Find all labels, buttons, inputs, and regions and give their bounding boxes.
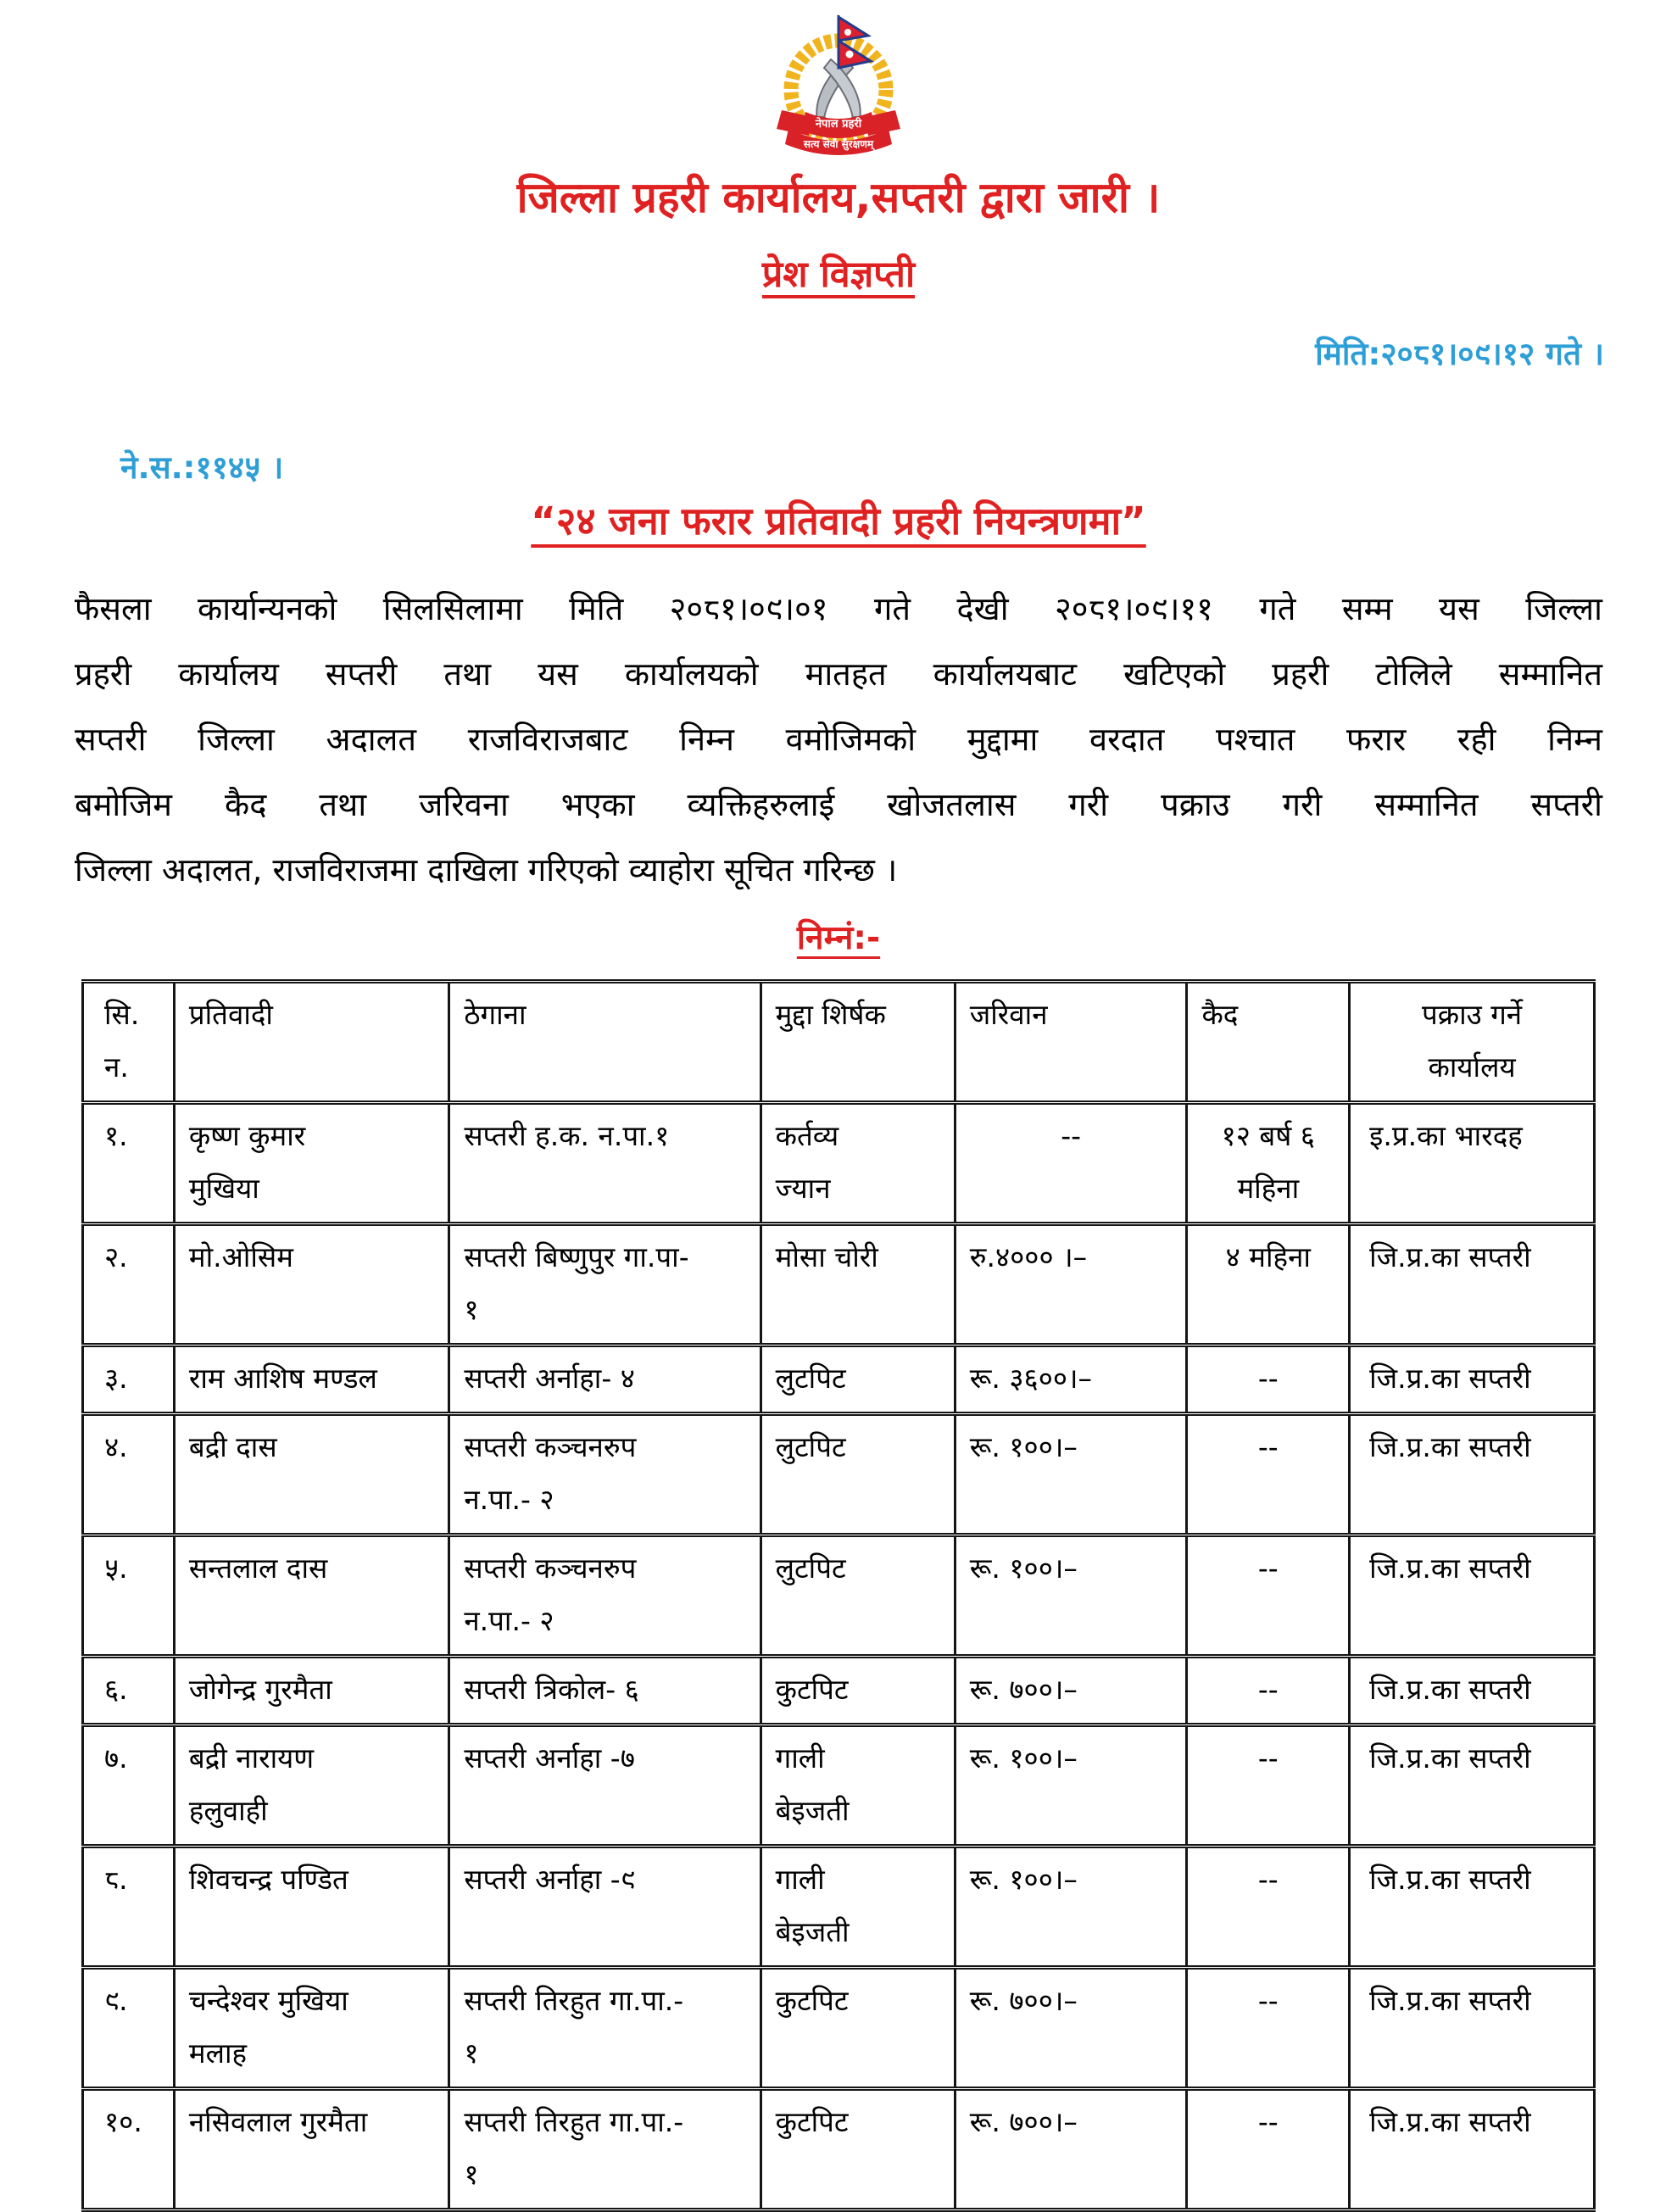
cell-address (449, 1414, 760, 1535)
table-row (83, 1224, 1595, 1346)
cell-line: गाली (775, 1863, 825, 1896)
cell-jail (1187, 1224, 1350, 1346)
cell-defendant (174, 2089, 449, 2210)
cell-line: सि. (104, 998, 140, 1031)
logo-banner-title: नेपाल प्रहरी (815, 118, 862, 131)
cell-line: मुद्दा शिर्षक (775, 998, 886, 1031)
body-line-3: सप्तरी जिल्ला अदालत राजविराजबाट निम्न वमोजिमको मुद्दामा वरदात पश्चात फरार रही निम्न (75, 721, 1602, 758)
cell-line: सप्तरी अर्नाहा- ४ (464, 1362, 635, 1395)
cell-fine (955, 1657, 1187, 1725)
cell-line: रू. १००।– (969, 1741, 1078, 1775)
cell-address (449, 1657, 760, 1725)
cell-line: रू. ७००।– (969, 1673, 1078, 1706)
cell-line: १०. (104, 2105, 142, 2138)
cell-sn (83, 1535, 175, 1657)
cell-arresting-office (1350, 1346, 1595, 1414)
cell-jail (1187, 1414, 1350, 1535)
cell-defendant (174, 1346, 449, 1414)
cell-line: बद्री दास (188, 1430, 277, 1463)
body-line-5: जिल्ला अदालत, राजविराजमा दाखिला गरिएको व्याहोरा सूचित गरिन्छ । (75, 851, 898, 889)
table-row (83, 1657, 1595, 1725)
col-header-jail (1187, 982, 1350, 1103)
cell-sn (83, 1103, 175, 1224)
cell-fine (955, 1414, 1187, 1535)
cell-line: सप्तरी त्रिकोल- ६ (464, 1673, 639, 1706)
ribbon-banner (777, 110, 900, 155)
cell-line: जि.प्र.का सप्तरी (1369, 1673, 1531, 1706)
cell-line: १ (464, 2036, 479, 2070)
issue-date: मिति:२०८१।०९।१२ गते । (1315, 336, 1604, 372)
table-intro-label: निम्नं:- (796, 919, 881, 957)
table-row (83, 1414, 1595, 1535)
cell-defendant (174, 1414, 449, 1535)
cell-defendant (174, 1657, 449, 1725)
cell-line: जि.प्र.का सप्तरी (1369, 1430, 1531, 1463)
cell-line: लुटपिट (775, 1362, 846, 1395)
cell-line: १. (104, 1119, 128, 1152)
cell-line: ६. (104, 1673, 128, 1706)
cell-sn (83, 1346, 175, 1414)
cell-line: प्रतिवादी (188, 998, 273, 1031)
cell-line: -- (1257, 1863, 1279, 1896)
cell-line: सप्तरी कञ्चनरुप (464, 1430, 637, 1463)
press-release-title: प्रेश विज्ञप्ती (761, 254, 916, 296)
cell-line: कुटपिट (775, 1984, 849, 2017)
col-header-sn (83, 982, 175, 1103)
cell-line: शिवचन्द्र पण्डित (188, 1863, 348, 1896)
cell-fine (955, 1725, 1187, 1847)
cell-line: जि.प्र.का सप्तरी (1369, 1984, 1531, 2017)
cell-sn (83, 1224, 175, 1346)
cell-line: -- (1061, 1119, 1082, 1152)
header-row (83, 982, 1595, 1103)
cell-line: सप्तरी अर्नाहा -९ (464, 1863, 635, 1896)
cell-defendant (174, 1968, 449, 2089)
cell-line: ४. (104, 1430, 128, 1463)
cell-fine (955, 1346, 1187, 1414)
cell-line: १ (464, 2158, 479, 2191)
cell-line: लुटपिट (775, 1430, 846, 1463)
org-title: जिल्ला प्रहरी कार्यालय,सप्तरी द्वारा जारी । (516, 173, 1161, 222)
cell-defendant (174, 1535, 449, 1657)
col-header-defendant (174, 982, 449, 1103)
cell-line: राम आशिष मण्डल (188, 1362, 377, 1395)
cell-case-title (760, 1346, 955, 1414)
cell-case-title (760, 1657, 955, 1725)
cell-address (449, 1968, 760, 2089)
cell-line: सप्तरी तिरहुत गा.पा.- (464, 1984, 684, 2017)
cell-sn (83, 1847, 175, 1968)
body-line-1: फैसला कार्यान्यनको सिलसिलामा मिति २०८१।०९।०१ गते देखी २०८१।०९।११ गते सम्म यस जिल्ला (75, 590, 1602, 627)
cell-defendant (174, 1847, 449, 1968)
defendants-table-body (83, 1103, 1595, 2210)
cell-line: जि.प्र.का सप्तरी (1369, 2105, 1531, 2138)
table-row (83, 1725, 1595, 1847)
cell-line: ८. (104, 1863, 128, 1896)
cell-line: नसिवलाल गुरमैता (188, 2105, 368, 2138)
cell-line: हलुवाही (188, 1794, 268, 1827)
cell-arresting-office (1350, 1725, 1595, 1847)
cell-line: मो.ओसिम (188, 1240, 293, 1273)
logo-banner-motto: सत्य सेवा सुरक्षणम् (803, 138, 874, 150)
cell-line: बद्री नारायण (188, 1741, 315, 1775)
cell-line: सप्तरी ह.क. न.पा.१ (464, 1119, 670, 1152)
cell-arresting-office (1350, 1414, 1595, 1535)
cell-line: जि.प्र.का सप्तरी (1369, 1863, 1531, 1896)
table-row (83, 1346, 1595, 1414)
cell-line: कार्यालय (1428, 1050, 1516, 1084)
cell-line: ४ महिना (1225, 1240, 1311, 1273)
cell-line: पक्राउ गर्ने (1422, 998, 1523, 1031)
cell-line: जि.प्र.का सप्तरी (1369, 1362, 1531, 1395)
cell-defendant (174, 1103, 449, 1224)
cell-address (449, 1725, 760, 1847)
cell-case-title (760, 1414, 955, 1535)
cell-address (449, 1103, 760, 1224)
cell-defendant (174, 1725, 449, 1847)
cell-line: -- (1257, 1673, 1279, 1706)
cell-line: १२ बर्ष ६ (1221, 1119, 1315, 1152)
cell-address (449, 1535, 760, 1657)
cell-case-title (760, 1968, 955, 2089)
cell-line: बेइजती (775, 1794, 850, 1827)
cell-line: -- (1257, 1552, 1279, 1585)
cell-line: बेइजती (775, 1915, 850, 1948)
cell-jail (1187, 1847, 1350, 1968)
cell-jail (1187, 1725, 1350, 1847)
cell-line: -- (1257, 2105, 1279, 2138)
cell-line: ३. (104, 1362, 128, 1395)
cell-arresting-office (1350, 2089, 1595, 2210)
cell-line: सप्तरी अर्नाहा -७ (464, 1741, 635, 1775)
cell-line: -- (1257, 1362, 1279, 1395)
cell-line: २. (104, 1240, 128, 1273)
headline: “२४ जना फरार प्रतिवादी प्रहरी नियन्त्रणमा” (531, 499, 1146, 543)
cell-line: जि.प्र.का सप्तरी (1369, 1552, 1531, 1585)
cell-line: जोगेन्द्र गुरमैता (188, 1673, 332, 1706)
cell-line: रु.४००० ।– (969, 1240, 1088, 1273)
cell-line: कैद (1201, 998, 1239, 1031)
cell-case-title (760, 1103, 955, 1224)
cell-line: जि.प्र.का सप्तरी (1369, 1240, 1531, 1273)
cell-line: ज्यान (775, 1172, 831, 1205)
cell-line: रू. ७००।– (969, 1984, 1078, 2017)
cell-line: कर्तव्य (775, 1119, 839, 1152)
cell-line: मोसा चोरी (775, 1240, 878, 1273)
cell-line: रू. १००।– (969, 1552, 1078, 1585)
cell-line: महिना (1237, 1172, 1300, 1205)
cell-line: सन्तलाल दास (188, 1552, 328, 1585)
ref-number: ने.स.:११४५ । (120, 449, 284, 486)
col-header-fine (955, 982, 1187, 1103)
cell-line: सप्तरी कञ्चनरुप (464, 1552, 637, 1585)
cell-line: कुटपिट (775, 2105, 849, 2138)
cell-case-title (760, 2089, 955, 2210)
body-line-2: प्रहरी कार्यालय सप्तरी तथा यस कार्यालयको मातहत कार्यालयबाट खटिएको प्रहरी टोलिले सम्मानित (75, 655, 1602, 693)
cell-line: ७. (104, 1741, 128, 1775)
cell-sn (83, 1725, 175, 1847)
cell-line: सप्तरी तिरहुत गा.पा.- (464, 2105, 684, 2138)
cell-line: -- (1257, 1741, 1279, 1775)
table-row (83, 2089, 1595, 2210)
cell-line: मलाह (188, 2036, 248, 2070)
cell-line: कृष्ण कुमार (188, 1119, 306, 1152)
cell-fine (955, 1968, 1187, 2089)
cell-line: रू. ३६००।– (969, 1362, 1093, 1395)
cell-line: जि.प्र.का सप्तरी (1369, 1741, 1531, 1775)
cell-arresting-office (1350, 1103, 1595, 1224)
cell-line: न.पा.- २ (464, 1483, 554, 1516)
press-release-document (0, 12, 1677, 2191)
cell-jail (1187, 1657, 1350, 1725)
cell-line: न.पा.- २ (464, 1604, 554, 1637)
cell-address (449, 1224, 760, 1346)
cell-fine (955, 1847, 1187, 1968)
cell-sn (83, 1414, 175, 1535)
cell-jail (1187, 1968, 1350, 2089)
cell-line: -- (1257, 1984, 1279, 2017)
cell-line: रू. १००।– (969, 1430, 1078, 1463)
cell-line: चन्देश्वर मुखिया (188, 1984, 348, 2017)
cell-arresting-office (1350, 1968, 1595, 2089)
cell-address (449, 2089, 760, 2210)
cell-line: रू. १००।– (969, 1863, 1078, 1896)
cell-line: इ.प्र.का भारदह (1369, 1119, 1523, 1152)
nepal-police-emblem-graphic (733, 12, 944, 158)
cell-defendant (174, 1224, 449, 1346)
col-header-case-title (760, 982, 955, 1103)
body-paragraph (75, 577, 1602, 903)
cell-line: ठेगाना (464, 998, 526, 1031)
cell-sn (83, 1657, 175, 1725)
cell-address (449, 1346, 760, 1414)
nepal-flag-icon (838, 15, 871, 68)
cell-arresting-office (1350, 1847, 1595, 1968)
cell-line: जरिवान (969, 998, 1048, 1031)
cell-case-title (760, 1847, 955, 1968)
cell-line: -- (1257, 1430, 1279, 1463)
defendants-table-head (83, 982, 1595, 1103)
cell-case-title (760, 1224, 955, 1346)
cell-jail (1187, 1103, 1350, 1224)
cell-fine (955, 1224, 1187, 1346)
cell-sn (83, 1968, 175, 2089)
cell-case-title (760, 1535, 955, 1657)
cell-line: १ (464, 1293, 479, 1326)
cell-address (449, 1847, 760, 1968)
table-row (83, 1535, 1595, 1657)
cell-line: गाली (775, 1741, 825, 1775)
cell-case-title (760, 1725, 955, 1847)
cell-jail (1187, 1535, 1350, 1657)
col-header-address (449, 982, 760, 1103)
table-row (83, 1968, 1595, 2089)
cell-sn (83, 2089, 175, 2210)
cell-line: सप्तरी बिष्णुपुर गा.पा- (464, 1240, 689, 1273)
defendants-table (81, 979, 1596, 2212)
cell-line: ५. (104, 1552, 128, 1585)
cell-line: न. (104, 1050, 129, 1084)
cell-fine (955, 1535, 1187, 1657)
table-row (83, 1847, 1595, 1968)
cell-line: लुटपिट (775, 1552, 846, 1585)
nepal-police-logo (733, 12, 944, 158)
cell-line: मुखिया (188, 1172, 259, 1205)
cell-line: रू. ७००।– (969, 2105, 1078, 2138)
col-header-arresting-office (1350, 982, 1595, 1103)
cell-line: कुटपिट (775, 1673, 849, 1706)
cell-fine (955, 2089, 1187, 2210)
cell-arresting-office (1350, 1657, 1595, 1725)
cell-jail (1187, 1346, 1350, 1414)
table-row (83, 1103, 1595, 1224)
cell-fine (955, 1103, 1187, 1224)
cell-arresting-office (1350, 1224, 1595, 1346)
cell-jail (1187, 2089, 1350, 2210)
body-line-4: बमोजिम कैद तथा जरिवना भएका व्यक्तिहरुलाई खोजतलास गरी पक्राउ गरी सम्मानित सप्तरी (75, 786, 1602, 823)
cell-line: ९. (104, 1984, 128, 2017)
cell-arresting-office (1350, 1535, 1595, 1657)
